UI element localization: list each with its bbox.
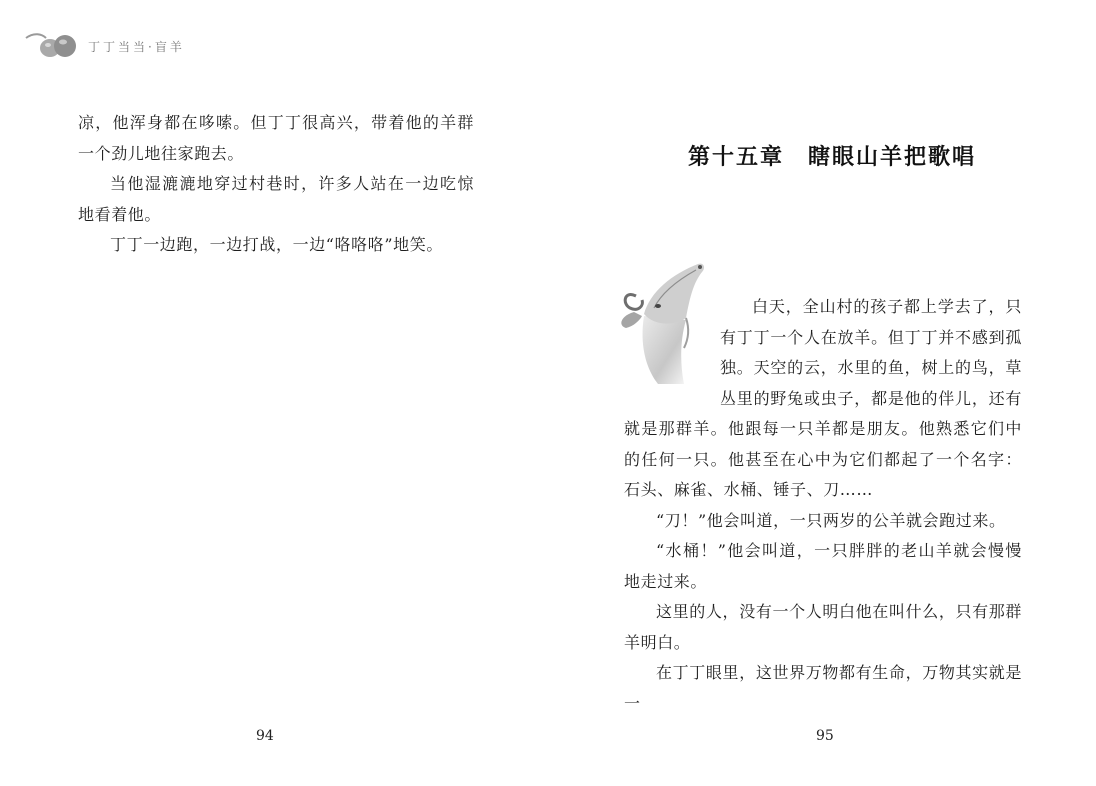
paragraph: 在丁丁眼里，这世界万物都有生命，万物其实就是一 (624, 663, 1022, 713)
chapter-title: 第十五章 瞎眼山羊把歌唱 (687, 144, 976, 170)
series-title: 丁丁当当·盲羊 (88, 39, 185, 54)
paragraph: 白天，全山村的孩子都上学去了，只有丁丁一个人在放羊。但丁丁并不感到孤独。天空的云，水里的鱼，树上的鸟，草丛里的野兔或虫子，都是他的伴儿，还有就是那群羊。他跟每一只羊都是朋友。他熟悉它们中的任何一只。他甚至在心中为它们都起了一个名字：石头、麻雀、水桶、锤子、刀…… (624, 297, 1022, 499)
paragraph: 丁丁一边跑，一边打战，一边“咯咯咯”地笑。 (110, 235, 443, 254)
paragraph: 凉，他浑身都在哆嗦。但丁丁很高兴，带着他的羊群一个劲儿地往家跑去。 (78, 113, 474, 163)
page-number-right: 95 (816, 728, 834, 744)
paragraph: 这里的人，没有一个人明白他在叫什么，只有那群羊明白。 (624, 602, 1022, 652)
illustration-space (624, 292, 720, 414)
page-number-left: 94 (256, 728, 274, 744)
left-page-text (78, 108, 474, 261)
paragraph: “刀！”他会叫道，一只两岁的公羊就会跑过来。 (656, 510, 1006, 530)
paragraph: 当他湿漉漉地穿过村巷时，许多人站在一边吃惊地看着他。 (78, 174, 474, 224)
paragraph: “水桶！”他会叫道，一只胖胖的老山羊就会慢慢地走过来。 (624, 541, 1022, 591)
right-page-text (624, 292, 1022, 719)
